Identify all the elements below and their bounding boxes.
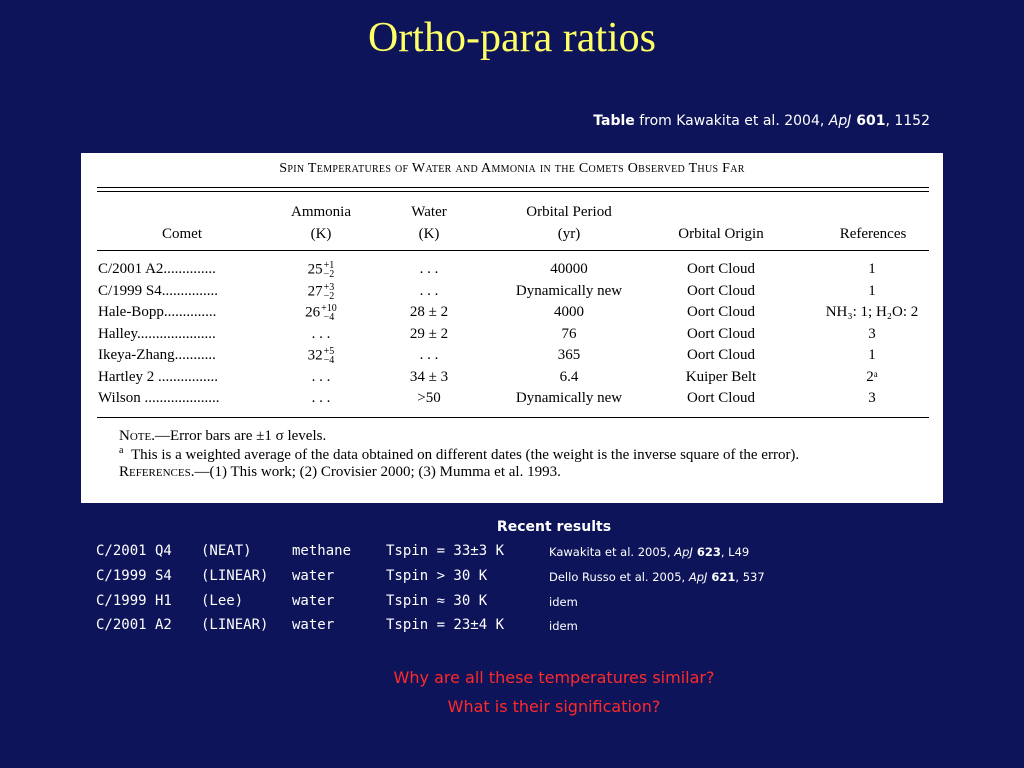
row-ammonia xyxy=(285,261,357,279)
ref-volume: 623 xyxy=(692,545,721,559)
row-ammonia xyxy=(285,326,357,343)
recent-molecule: methane xyxy=(292,543,352,559)
row-water: 29 ± 2 xyxy=(409,326,449,342)
source-journal: ApJ xyxy=(828,113,852,129)
references-label: References. xyxy=(119,464,195,480)
ammonia-value: . . . xyxy=(311,369,331,385)
row-water: . . . xyxy=(419,261,439,277)
recent-comet-id: C/1999 S4 xyxy=(96,568,172,584)
ammonia-error-down: −2 xyxy=(323,269,335,280)
row-comet: C/2001 A2.............. xyxy=(98,261,216,277)
ref-journal: ApJ xyxy=(688,570,708,584)
header-period: Orbital Period xyxy=(526,204,612,220)
ammonia-value: 26 xyxy=(305,304,321,321)
ammonia-error xyxy=(324,347,335,365)
source-volume: 601 xyxy=(851,113,886,129)
recent-reference xyxy=(549,595,578,609)
row-period: 4000 xyxy=(554,304,584,320)
row-origin: Kuiper Belt xyxy=(685,369,757,385)
header-references: References xyxy=(839,226,907,242)
row-water: . . . xyxy=(419,283,439,299)
ammonia-value: 25 xyxy=(307,261,323,278)
row-origin: Oort Cloud xyxy=(687,304,755,320)
ammonia-value: . . . xyxy=(311,390,331,406)
ammonia-value: . . . xyxy=(311,326,331,342)
row-comet: C/1999 S4............... xyxy=(98,283,219,299)
ammonia-error-up: +1 xyxy=(323,260,335,271)
recent-results-title: Recent results xyxy=(496,519,612,535)
row-reference: 1 xyxy=(868,261,876,277)
recent-tspin: Tspin > 30 K xyxy=(386,568,488,584)
header-comet: Comet xyxy=(162,226,202,242)
row-origin: Oort Cloud xyxy=(687,261,755,277)
slide-title: Ortho-para ratios xyxy=(367,15,657,61)
header-water-unit: (K) xyxy=(418,226,440,242)
row-period: Dynamically new xyxy=(515,283,623,299)
ref-authors: idem xyxy=(549,619,578,633)
recent-comet-id: C/2001 A2 xyxy=(96,617,172,633)
table-source-citation xyxy=(593,113,930,129)
question-signification: What is their signification? xyxy=(447,697,661,716)
row-water: >50 xyxy=(417,390,441,406)
ref-authors: idem xyxy=(549,595,578,609)
recent-reference xyxy=(549,545,749,559)
question-similar-temperatures: Why are all these temperatures similar? xyxy=(393,668,715,687)
source-table-word: Table xyxy=(593,113,635,129)
row-water: 28 ± 2 xyxy=(409,304,449,320)
ammonia-error-up: +10 xyxy=(321,303,337,314)
ref-page: , 537 xyxy=(735,570,765,584)
row-reference: 1 xyxy=(868,347,876,363)
ammonia-error-up: +3 xyxy=(323,282,335,293)
row-ammonia xyxy=(285,347,357,365)
ammonia-error xyxy=(321,304,337,322)
row-ammonia xyxy=(285,390,357,407)
note-text: —Error bars are ±1 σ levels. xyxy=(154,428,327,444)
recent-comet-id: C/1999 H1 xyxy=(96,593,172,609)
recent-tspin: Tspin = 33±3 K xyxy=(386,543,505,559)
header-period-unit: (yr) xyxy=(557,226,581,242)
recent-comet-id: C/2001 Q4 xyxy=(96,543,172,559)
row-origin: Oort Cloud xyxy=(687,347,755,363)
note-label: Note. xyxy=(119,428,155,444)
row-reference: 3 xyxy=(868,390,876,406)
recent-molecule: water xyxy=(292,593,335,609)
ammonia-error-up: +5 xyxy=(323,346,335,357)
table-caption: Spin Temperatures of Water and Ammonia in the Comets Observed Thus Far xyxy=(279,161,745,176)
row-comet: Ikeya-Zhang........... xyxy=(98,347,216,363)
ammonia-error-down: −4 xyxy=(323,312,335,323)
ref-volume: 621 xyxy=(707,570,736,584)
row-comet: Hartley 2 ................ xyxy=(98,369,218,385)
table-rule-bottom xyxy=(97,417,929,418)
ammonia-error-down: −4 xyxy=(323,355,335,366)
ammonia-value: 32 xyxy=(307,347,323,364)
row-period: 40000 xyxy=(550,261,588,277)
recent-reference xyxy=(549,619,578,633)
row-comet: Hale-Bopp.............. xyxy=(98,304,217,320)
row-reference: 3 xyxy=(868,326,876,342)
header-origin: Orbital Origin xyxy=(678,226,764,242)
header-ammonia-unit: (K) xyxy=(310,226,332,242)
header-ammonia: Ammonia xyxy=(291,204,351,220)
row-period: 6.4 xyxy=(559,369,579,385)
ref-authors: Kawakita et al. 2005, xyxy=(549,545,675,559)
source-page: , 1152 xyxy=(885,113,930,129)
ammonia-error-down: −2 xyxy=(323,291,335,302)
recent-molecule: water xyxy=(292,617,335,633)
table-rule-top-2 xyxy=(97,191,929,192)
references-text: —(1) This work; (2) Crovisier 2000; (3) Mumma et al. 1993. xyxy=(194,464,561,480)
ammonia-error xyxy=(324,261,335,279)
row-origin: Oort Cloud xyxy=(687,283,755,299)
header-water: Water xyxy=(411,204,447,220)
row-period: 76 xyxy=(561,326,577,342)
row-water: . . . xyxy=(419,347,439,363)
ref-journal: ApJ xyxy=(674,545,693,559)
spin-temperature-table xyxy=(81,153,943,503)
recent-reference xyxy=(549,570,765,584)
footnote-a-mark: a xyxy=(119,445,124,456)
row-comet: Halley..................... xyxy=(98,326,216,342)
row-ammonia xyxy=(285,304,357,322)
row-reference: 2ᵃ xyxy=(866,369,878,385)
recent-comet-name: (LINEAR) xyxy=(201,617,269,633)
recent-tspin: Tspin = 23±4 K xyxy=(386,617,505,633)
source-from-text: from Kawakita et al. 2004, xyxy=(634,113,829,129)
row-origin: Oort Cloud xyxy=(687,390,755,406)
recent-comet-name: (LINEAR) xyxy=(201,568,269,584)
table-rule-header xyxy=(97,250,929,251)
row-reference: 1 xyxy=(868,283,876,299)
row-reference: NH₃: 1; H₂O: 2 xyxy=(825,304,919,320)
row-water: 34 ± 3 xyxy=(409,369,449,385)
recent-tspin: Tspin ≈ 30 K xyxy=(386,593,488,609)
row-period: 365 xyxy=(557,347,581,363)
table-rule-top xyxy=(97,187,929,188)
table-note xyxy=(119,428,326,445)
row-period: Dynamically new xyxy=(515,390,623,406)
ref-authors: Dello Russo et al. 2005, xyxy=(549,570,689,584)
recent-comet-name: (Lee) xyxy=(201,593,244,609)
recent-molecule: water xyxy=(292,568,335,584)
footnote-a-text: This is a weighted average of the data obtained on different dates (the weight is the inverse square of the error). xyxy=(130,447,800,463)
recent-comet-name: (NEAT) xyxy=(201,543,252,559)
row-origin: Oort Cloud xyxy=(687,326,755,342)
row-ammonia xyxy=(285,283,357,301)
table-footnote-a xyxy=(119,445,799,464)
row-comet: Wilson .................... xyxy=(98,390,220,406)
table-references xyxy=(119,464,561,481)
ammonia-value: 27 xyxy=(307,283,323,300)
ammonia-error xyxy=(324,283,335,301)
ref-page: , L49 xyxy=(720,545,750,559)
row-ammonia xyxy=(285,369,357,386)
